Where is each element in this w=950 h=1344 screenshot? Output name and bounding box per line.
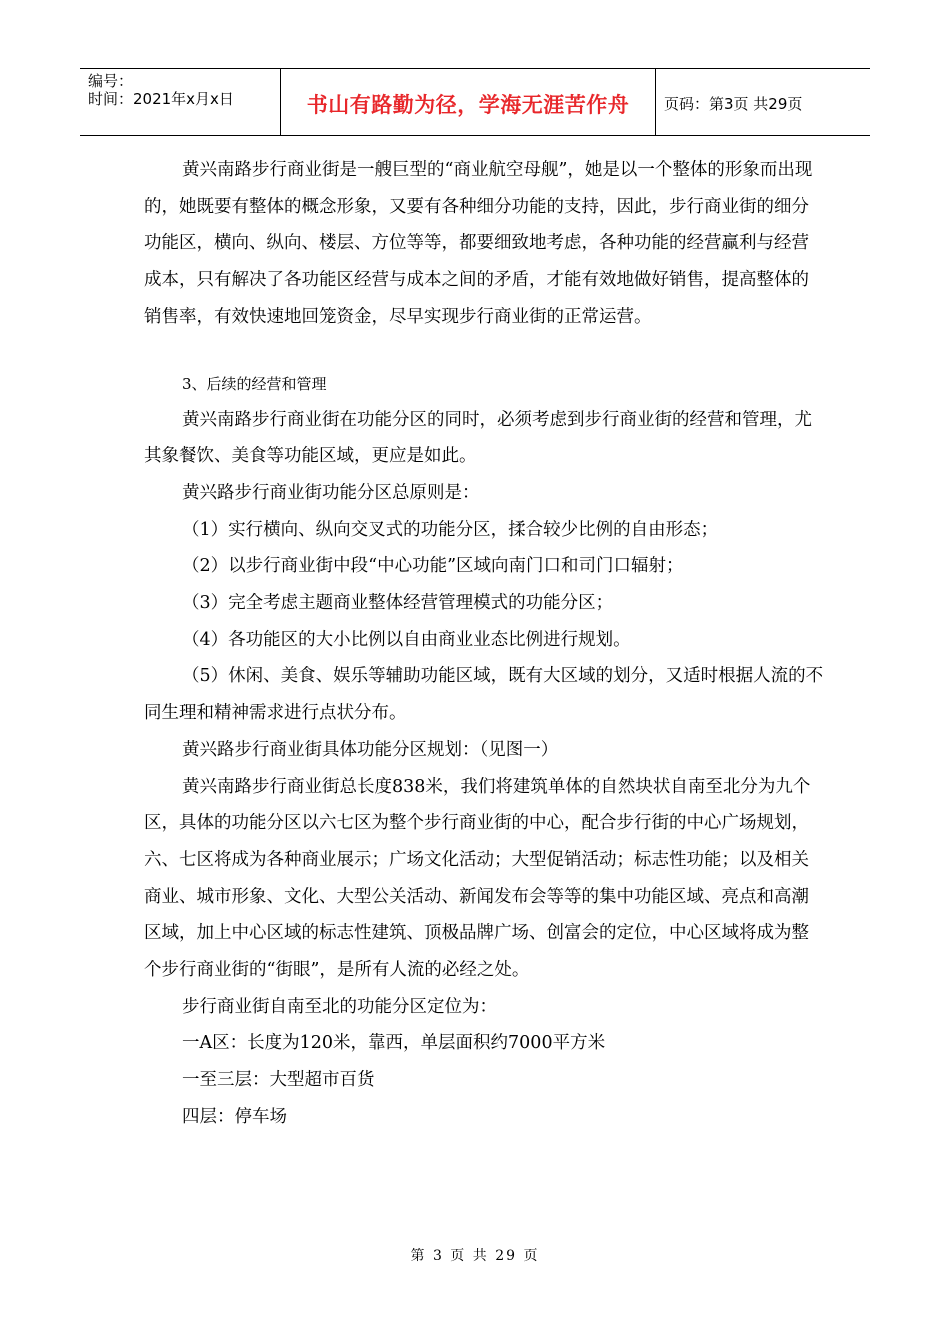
header-meta — [80, 69, 281, 135]
paragraph: 黄兴路步行商业街功能分区总原则是： — [182, 482, 480, 503]
spacer — [144, 336, 824, 366]
paragraph: 一至三层：大型超市百货 — [182, 1070, 375, 1091]
paragraph: 黄兴南路步行商业街在功能分区的同时，必须考虑到步行商业街的经营和管理，尤其象餐饮、美食等功能区域，更应是如此。 — [144, 409, 812, 467]
paragraph: 一A区：长度为120米，靠西，单层面积约7000平方米 — [182, 1033, 606, 1054]
page-header — [80, 68, 870, 136]
document-body — [144, 152, 824, 1136]
list-item: （4）各功能区的大小比例以自由商业业态比例进行规划。 — [182, 629, 631, 650]
intro-paragraph: 黄兴南路步行商业街是一艘巨型的“商业航空母舰”，她是以一个整体的形象而出现的，她既要有整体的概念形象，又要有各种细分功能的支持，因此，步行商业街的细分功能区，横向、纵向、楼层、方位等等，都要细致地考虑，各种功能的经营赢利与经营成本，只有解决了各功能区经营与成本之间的矛盾，才能有效地做好销售，提高整体的销售率，有效快速地回笼资金，尽早实现步行商业街的正常运营。 — [144, 160, 813, 327]
list-item: （3）完全考虑主题商业整体经营管理模式的功能分区； — [182, 593, 614, 614]
serial-label: 编号： — [88, 72, 134, 90]
paragraph: 黄兴南路步行商业街总长度838米，我们将建筑单体的自然块状自南至北分为九个区，具体的功能分区以六七区为整个步行商业街的中心，配合步行街的中心广场规划，六、七区将成为各种商业展示；广场文化活动；大型促销活动；标志性功能；以及相关商业、城市形象、文化、大型公关活动、新闻发布会等等的集中功能区域、亮点和高潮区域，加上中心区域的标志性建筑、顶极品牌广场、创富会的定位，中心区域将成为整个步行商业街的“街眼”，是所有人流的必经之处。 — [144, 776, 811, 981]
paragraph: 四层：停车场 — [182, 1106, 287, 1127]
section-heading: 3、后续的经营和管理 — [182, 374, 327, 393]
list-item: （2）以步行商业街中段“中心功能”区域向南门口和司门口辐射； — [182, 556, 684, 577]
paragraph: 黄兴路步行商业街具体功能分区规划：（见图一） — [182, 739, 559, 760]
list-item: （1）实行横向、纵向交叉式的功能分区，揉合较少比例的自由形态； — [182, 519, 719, 540]
header-motto: 书山有路勤为径，学海无涯苦作舟 — [281, 69, 656, 135]
page-footer: 第 3 页 共 29 页 — [410, 1248, 540, 1264]
list-item: （5）休闲、美食、娱乐等辅助功能区域，既有大区域的划分，又适时根据人流的不同生理和精神需求进行点状分布。 — [144, 666, 824, 724]
header-page-number: 页码：第3页 共29页 — [664, 94, 803, 113]
paragraph: 步行商业街自南至北的功能分区定位为： — [182, 996, 497, 1017]
date-label: 时间：2021年x月x日 — [88, 90, 234, 108]
